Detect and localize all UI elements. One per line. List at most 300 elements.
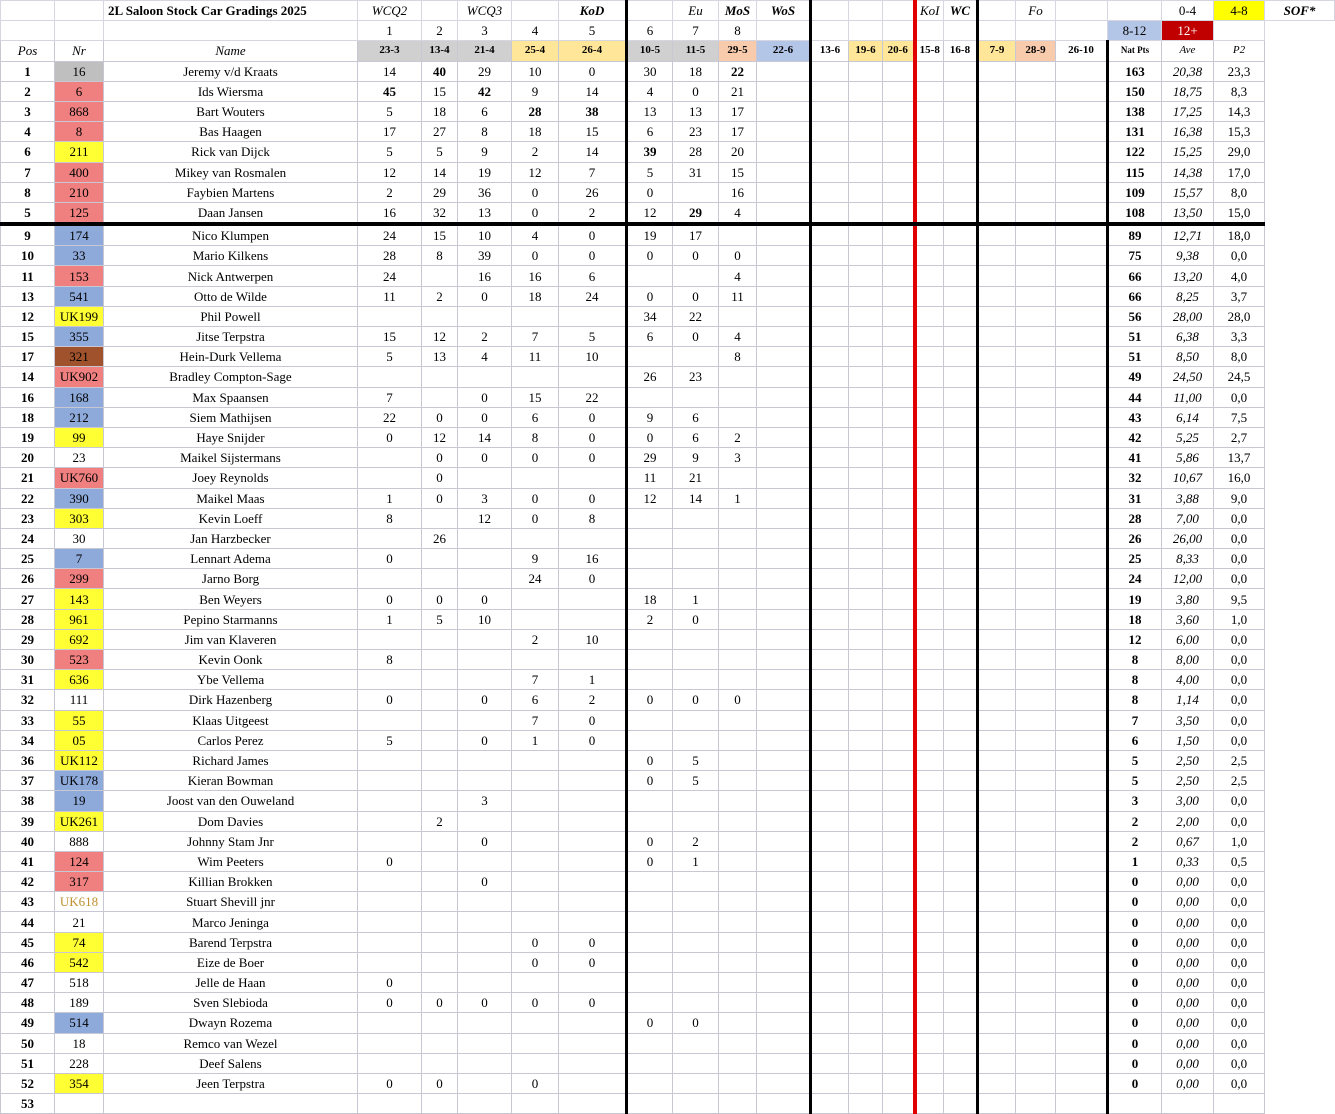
round-score xyxy=(1056,266,1108,286)
round-score: 0 xyxy=(422,488,458,508)
round-score: 15 xyxy=(559,122,627,142)
round-score xyxy=(883,224,915,246)
position-cell: 50 xyxy=(1,1033,55,1053)
round-score xyxy=(719,306,757,326)
national-points: 0 xyxy=(1108,912,1162,932)
round-score xyxy=(1016,286,1056,306)
round-score xyxy=(811,1094,849,1114)
round-score: 0 xyxy=(673,609,719,629)
round-score: 14 xyxy=(559,142,627,162)
round-number xyxy=(915,21,944,41)
round-score xyxy=(883,811,915,831)
p2-value: 15,3 xyxy=(1214,122,1265,142)
round-score: 18 xyxy=(512,286,559,306)
round-score xyxy=(883,932,915,952)
round-score: 2 xyxy=(719,427,757,447)
round-score xyxy=(811,912,849,932)
round-score xyxy=(1056,122,1108,142)
round-score xyxy=(883,101,915,121)
round-score: 0 xyxy=(458,831,512,851)
p2-value: 0,0 xyxy=(1214,730,1265,750)
national-points: 24 xyxy=(1108,569,1162,589)
round-score xyxy=(673,1053,719,1073)
round-score xyxy=(627,872,673,892)
average-points: 9,38 xyxy=(1162,246,1214,266)
round-score xyxy=(1056,246,1108,266)
round-score: 20 xyxy=(719,142,757,162)
car-number-badge: 174 xyxy=(55,224,104,246)
round-score xyxy=(849,831,883,851)
round-score xyxy=(673,549,719,569)
national-points: 56 xyxy=(1108,306,1162,326)
round-score xyxy=(811,306,849,326)
car-number-badge: 636 xyxy=(55,670,104,690)
round-score xyxy=(883,973,915,993)
car-number-badge: 125 xyxy=(55,202,104,224)
date-header: 20-6 xyxy=(883,41,915,61)
average-points: 17,25 xyxy=(1162,101,1214,121)
round-score xyxy=(811,142,849,162)
round-score xyxy=(422,266,458,286)
p2-value: 1,0 xyxy=(1214,831,1265,851)
national-points: 41 xyxy=(1108,448,1162,468)
round-score xyxy=(1016,710,1056,730)
round-score xyxy=(1056,327,1108,347)
round-score: 15 xyxy=(512,387,559,407)
national-points: 8 xyxy=(1108,650,1162,670)
round-score xyxy=(849,448,883,468)
round-score: 3 xyxy=(458,488,512,508)
average-points: 12,71 xyxy=(1162,224,1214,246)
average-points: 2,50 xyxy=(1162,771,1214,791)
car-number-badge: 390 xyxy=(55,488,104,508)
round-score: 12 xyxy=(512,162,559,182)
header-row-rounds xyxy=(1,21,1335,41)
round-score: 0 xyxy=(627,1013,673,1033)
round-score xyxy=(883,468,915,488)
round-score xyxy=(757,710,811,730)
round-score: 6 xyxy=(512,690,559,710)
standings-row xyxy=(1,142,1335,162)
national-points: 108 xyxy=(1108,202,1162,224)
car-number-badge: 321 xyxy=(55,347,104,367)
round-score xyxy=(849,650,883,670)
round-score xyxy=(811,993,849,1013)
round-score xyxy=(559,750,627,770)
round-score xyxy=(811,831,849,851)
car-number-badge: 05 xyxy=(55,730,104,750)
round-score: 27 xyxy=(422,122,458,142)
round-score xyxy=(627,912,673,932)
round-score xyxy=(1056,549,1108,569)
standings-row xyxy=(1,670,1335,690)
round-score xyxy=(1056,1053,1108,1073)
car-number-badge: 354 xyxy=(55,1073,104,1093)
car-number-badge: 19 xyxy=(55,791,104,811)
round-score: 4 xyxy=(512,224,559,246)
round-score xyxy=(1056,811,1108,831)
round-score xyxy=(1016,791,1056,811)
round-score xyxy=(811,367,849,387)
event-label: MoS xyxy=(719,1,757,21)
round-score: 2 xyxy=(673,831,719,851)
round-score: 5 xyxy=(422,142,458,162)
standings-row xyxy=(1,730,1335,750)
position-cell: 43 xyxy=(1,892,55,912)
round-score xyxy=(811,851,849,871)
round-score: 10 xyxy=(559,629,627,649)
round-score xyxy=(757,407,811,427)
round-score: 0 xyxy=(458,589,512,609)
round-score xyxy=(1016,650,1056,670)
round-score xyxy=(719,1073,757,1093)
round-score xyxy=(811,182,849,202)
date-header: 25-4 xyxy=(512,41,559,61)
round-score xyxy=(978,427,1016,447)
position-cell: 24 xyxy=(1,528,55,548)
round-score: 0 xyxy=(719,246,757,266)
round-score xyxy=(978,973,1016,993)
round-score xyxy=(849,609,883,629)
round-score xyxy=(978,730,1016,750)
round-score xyxy=(811,569,849,589)
round-score: 13 xyxy=(673,101,719,121)
average-points: 8,33 xyxy=(1162,549,1214,569)
driver-name: Barend Terpstra xyxy=(104,932,358,952)
driver-name: Eize de Boer xyxy=(104,952,358,972)
round-score: 0 xyxy=(358,549,422,569)
round-score xyxy=(944,811,978,831)
national-points: 163 xyxy=(1108,61,1162,81)
round-score: 11 xyxy=(358,286,422,306)
driver-name: Jan Harzbecker xyxy=(104,528,358,548)
round-score xyxy=(512,892,559,912)
p2-value: 9,5 xyxy=(1214,589,1265,609)
round-score xyxy=(883,407,915,427)
round-score: 5 xyxy=(673,771,719,791)
round-score xyxy=(757,162,811,182)
round-score xyxy=(978,142,1016,162)
round-score xyxy=(358,1013,422,1033)
round-score xyxy=(1056,650,1108,670)
round-score: 0 xyxy=(719,690,757,710)
national-points: 42 xyxy=(1108,427,1162,447)
round-score xyxy=(883,690,915,710)
standings-row xyxy=(1,387,1335,407)
round-score xyxy=(422,387,458,407)
round-score xyxy=(358,831,422,851)
round-score xyxy=(1016,508,1056,528)
round-score: 12 xyxy=(358,162,422,182)
event-label xyxy=(883,1,915,21)
standings-row xyxy=(1,327,1335,347)
round-score xyxy=(849,101,883,121)
average-points: 0,00 xyxy=(1162,1053,1214,1073)
round-score xyxy=(944,1033,978,1053)
round-score: 8 xyxy=(358,650,422,670)
round-score xyxy=(811,61,849,81)
driver-name xyxy=(104,1094,358,1114)
round-score: 8 xyxy=(358,508,422,528)
round-score xyxy=(978,629,1016,649)
round-score xyxy=(1056,730,1108,750)
standings-row xyxy=(1,872,1335,892)
round-score xyxy=(915,932,944,952)
round-score xyxy=(559,367,627,387)
national-points: 26 xyxy=(1108,528,1162,548)
round-score xyxy=(627,791,673,811)
round-score xyxy=(757,327,811,347)
round-score xyxy=(811,690,849,710)
round-score xyxy=(458,367,512,387)
round-score: 16 xyxy=(559,549,627,569)
round-score xyxy=(978,993,1016,1013)
p2-value: 3,7 xyxy=(1214,286,1265,306)
round-score xyxy=(458,468,512,488)
round-score xyxy=(944,831,978,851)
round-score xyxy=(1056,508,1108,528)
round-score xyxy=(944,202,978,224)
round-score: 8 xyxy=(719,347,757,367)
round-score xyxy=(811,1033,849,1053)
round-score xyxy=(757,81,811,101)
round-score xyxy=(1016,872,1056,892)
average-points: 5,86 xyxy=(1162,448,1214,468)
round-score: 34 xyxy=(627,306,673,326)
round-score xyxy=(757,952,811,972)
round-score xyxy=(849,246,883,266)
round-score xyxy=(1016,690,1056,710)
car-number-badge: 400 xyxy=(55,162,104,182)
round-score: 14 xyxy=(422,162,458,182)
round-score: 42 xyxy=(458,81,512,101)
round-score: 13 xyxy=(627,101,673,121)
round-score xyxy=(944,690,978,710)
standings-row xyxy=(1,1013,1335,1033)
round-score: 14 xyxy=(458,427,512,447)
round-score: 31 xyxy=(673,162,719,182)
round-score: 14 xyxy=(673,488,719,508)
car-number-badge: UK261 xyxy=(55,811,104,831)
round-score xyxy=(978,347,1016,367)
round-score: 5 xyxy=(422,609,458,629)
round-score: 0 xyxy=(627,851,673,871)
round-score xyxy=(757,629,811,649)
round-score xyxy=(1016,993,1056,1013)
round-score xyxy=(811,528,849,548)
round-score xyxy=(458,1013,512,1033)
round-score xyxy=(673,629,719,649)
round-score xyxy=(944,1094,978,1114)
round-score xyxy=(422,912,458,932)
round-number: 8 xyxy=(719,21,757,41)
national-points: 51 xyxy=(1108,347,1162,367)
round-score xyxy=(915,1033,944,1053)
round-score: 0 xyxy=(458,407,512,427)
p2-value: 3,3 xyxy=(1214,327,1265,347)
p2-value: 0,5 xyxy=(1214,851,1265,871)
round-score xyxy=(944,730,978,750)
position-cell: 28 xyxy=(1,609,55,629)
driver-name: Richard James xyxy=(104,750,358,770)
round-score xyxy=(883,1013,915,1033)
round-score: 12 xyxy=(458,508,512,528)
round-score xyxy=(627,1073,673,1093)
round-score xyxy=(1056,488,1108,508)
round-score: 0 xyxy=(673,1013,719,1033)
round-score xyxy=(978,932,1016,952)
round-score xyxy=(944,246,978,266)
round-score: 0 xyxy=(358,589,422,609)
round-score xyxy=(978,872,1016,892)
round-score xyxy=(458,1033,512,1053)
round-score xyxy=(849,81,883,101)
round-number: 4 xyxy=(512,21,559,41)
average-points: 1,50 xyxy=(1162,730,1214,750)
date-header: 15-8 xyxy=(915,41,944,61)
round-score xyxy=(757,427,811,447)
round-score xyxy=(944,993,978,1013)
round-score xyxy=(883,851,915,871)
round-score: 0 xyxy=(559,932,627,952)
round-score xyxy=(978,468,1016,488)
car-number-badge: 542 xyxy=(55,952,104,972)
round-score: 0 xyxy=(512,246,559,266)
average-points: 1,14 xyxy=(1162,690,1214,710)
average-points: 0,00 xyxy=(1162,1073,1214,1093)
round-score xyxy=(849,347,883,367)
driver-name: Phil Powell xyxy=(104,306,358,326)
standings-row xyxy=(1,162,1335,182)
round-score: 0 xyxy=(358,851,422,871)
round-score xyxy=(978,246,1016,266)
date-header: 28-9 xyxy=(1016,41,1056,61)
round-score xyxy=(673,973,719,993)
round-score: 0 xyxy=(627,246,673,266)
event-label: WCQ3 xyxy=(458,1,512,21)
round-score xyxy=(512,468,559,488)
round-score xyxy=(1056,407,1108,427)
national-points: 131 xyxy=(1108,122,1162,142)
car-number-badge: UK199 xyxy=(55,306,104,326)
round-score: 0 xyxy=(627,427,673,447)
car-number-badge: 8 xyxy=(55,122,104,142)
round-score: 0 xyxy=(512,182,559,202)
round-score xyxy=(978,589,1016,609)
round-score: 5 xyxy=(627,162,673,182)
average-points: 7,00 xyxy=(1162,508,1214,528)
round-score xyxy=(944,932,978,952)
driver-name: Joost van den Ouweland xyxy=(104,791,358,811)
position-cell: 4 xyxy=(1,122,55,142)
round-score xyxy=(944,650,978,670)
standings-row xyxy=(1,427,1335,447)
round-score xyxy=(1056,162,1108,182)
average-points: 0,00 xyxy=(1162,912,1214,932)
round-score: 0 xyxy=(458,872,512,892)
round-score: 17 xyxy=(358,122,422,142)
round-score xyxy=(757,670,811,690)
round-score xyxy=(719,1033,757,1053)
round-score: 0 xyxy=(627,831,673,851)
round-score xyxy=(944,549,978,569)
car-number-badge: UK618 xyxy=(55,892,104,912)
round-score xyxy=(978,224,1016,246)
driver-name: Killian Brokken xyxy=(104,872,358,892)
round-score: 45 xyxy=(358,81,422,101)
round-score xyxy=(978,771,1016,791)
round-score: 0 xyxy=(422,1073,458,1093)
car-number-badge: UK760 xyxy=(55,468,104,488)
car-number-badge: 7 xyxy=(55,549,104,569)
p2-value: 8,0 xyxy=(1214,182,1265,202)
event-label xyxy=(1056,1,1108,21)
round-score: 0 xyxy=(673,286,719,306)
round-score xyxy=(849,407,883,427)
round-score xyxy=(1056,710,1108,730)
round-score xyxy=(673,670,719,690)
driver-name: Dom Davies xyxy=(104,811,358,831)
round-score: 4 xyxy=(458,347,512,367)
round-score xyxy=(1016,851,1056,871)
p2-value: 0,0 xyxy=(1214,872,1265,892)
average-points: 3,88 xyxy=(1162,488,1214,508)
round-score xyxy=(944,286,978,306)
round-score xyxy=(849,286,883,306)
round-score xyxy=(559,609,627,629)
round-score xyxy=(849,1013,883,1033)
round-score xyxy=(1016,730,1056,750)
round-score xyxy=(757,851,811,871)
round-score xyxy=(944,872,978,892)
round-score xyxy=(811,932,849,952)
standings-row xyxy=(1,347,1335,367)
standings-row xyxy=(1,508,1335,528)
p2-value: 2,7 xyxy=(1214,427,1265,447)
round-score: 39 xyxy=(627,142,673,162)
header-empty-cell xyxy=(1,21,55,41)
p2-value: 0,0 xyxy=(1214,528,1265,548)
round-score xyxy=(757,549,811,569)
round-score xyxy=(883,771,915,791)
driver-name: Pepino Starmanns xyxy=(104,609,358,629)
driver-name: Jelle de Haan xyxy=(104,973,358,993)
position-cell: 20 xyxy=(1,448,55,468)
national-points: 66 xyxy=(1108,266,1162,286)
position-cell: 21 xyxy=(1,468,55,488)
car-number-badge: 355 xyxy=(55,327,104,347)
round-score xyxy=(1016,246,1056,266)
average-points: 3,60 xyxy=(1162,609,1214,629)
p2-value xyxy=(1214,1094,1265,1114)
position-cell: 13 xyxy=(1,286,55,306)
round-score xyxy=(512,367,559,387)
round-score xyxy=(978,952,1016,972)
position-cell: 34 xyxy=(1,730,55,750)
round-score: 24 xyxy=(559,286,627,306)
round-score xyxy=(915,286,944,306)
round-score xyxy=(757,142,811,162)
round-score xyxy=(915,528,944,548)
position-cell: 27 xyxy=(1,589,55,609)
round-score xyxy=(1016,468,1056,488)
average-points: 0,00 xyxy=(1162,892,1214,912)
round-score xyxy=(512,528,559,548)
driver-name: Maikel Sijstermans xyxy=(104,448,358,468)
position-cell: 31 xyxy=(1,670,55,690)
round-score: 17 xyxy=(673,224,719,246)
round-score xyxy=(1056,347,1108,367)
